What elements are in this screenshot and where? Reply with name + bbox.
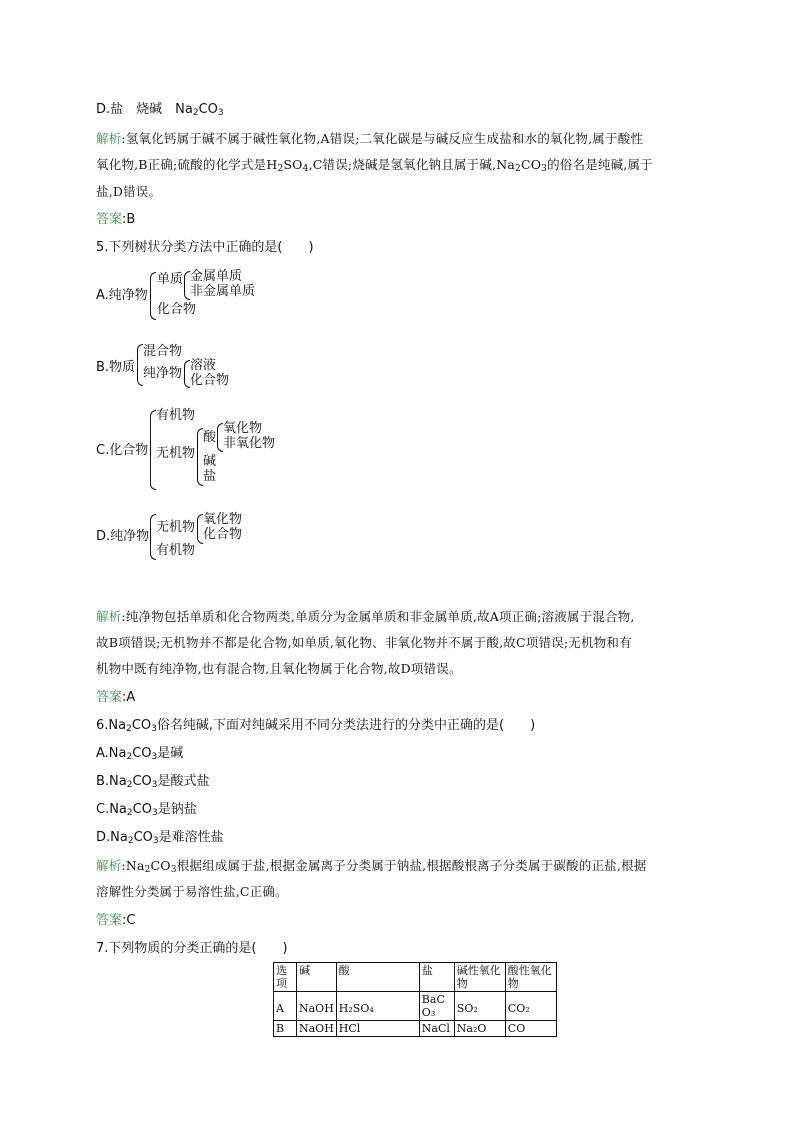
q4-answer: 答案:B xyxy=(96,212,136,227)
tree-a-brace xyxy=(150,272,156,320)
tree-d-n2: 有机物 xyxy=(156,543,196,558)
table-cell: B xyxy=(274,1021,297,1037)
explain-label: 解析 xyxy=(96,131,122,146)
header-cell: 盐 xyxy=(419,963,454,992)
q6-option-b: $B.Na_2CO_3$是酸式盐 xyxy=(96,774,210,790)
q6-answer: 答案:C xyxy=(96,913,136,928)
table-cell: NaCl xyxy=(419,1021,454,1037)
q6-option-c: $C.Na_2CO_3$是钠盐 xyxy=(96,802,197,818)
header-cell: 选项 xyxy=(274,963,297,992)
tree-c-n2b: 碱 xyxy=(203,454,217,469)
table-cell: A xyxy=(274,992,297,1021)
table-cell: NaOH xyxy=(297,1021,337,1037)
tree-d-n1a: 氧化物 xyxy=(203,512,243,527)
q4-explanation-line-1: 解析:氢氧化钙属于碱不属于碱性氧化物,A错误;二氧化碳是与碱反应生成盐和水的氧化物,属于酸性 xyxy=(96,131,644,146)
table-row xyxy=(274,1021,557,1037)
tree-c-n2a: 酸 xyxy=(203,430,217,445)
q4-option-d: D.盐 烧碱 $Na_2CO_3$ xyxy=(96,102,224,118)
q6-option-a: $A.Na_2CO_3$是碱 xyxy=(96,746,184,762)
tree-b-n2: 纯净物 xyxy=(143,366,183,381)
table-cell: Na₂O xyxy=(454,1021,505,1037)
table-cell: SO₂ xyxy=(454,992,505,1021)
q4-explanation-line-2: 氧化物,B正确;硫酸的化学式是$H_2SO_4,C$错误;烧碱是氢氧化钠且属于碱$,Na_2CO_3$的俗名是纯碱,属于 xyxy=(96,157,653,174)
classification-table xyxy=(273,962,557,1037)
tree-c-n2: 无机物 xyxy=(156,446,196,461)
tree-c-root: C.化合物 xyxy=(96,443,149,458)
table-cell: CO₂ xyxy=(505,992,556,1021)
tree-a-n1: 单质 xyxy=(157,272,184,287)
q7-question: 7.下列物质的分类正确的是( ) xyxy=(96,941,288,956)
tree-c-n2a1: 氧化物 xyxy=(223,421,263,436)
tree-c-n2a2: 非氧化物 xyxy=(223,436,276,451)
q5-explanation-line-1: 解析:纯净物包括单质和化合物两类,单质分为金属单质和非金属单质,故A项正确;溶液属于混合物, xyxy=(96,609,635,624)
tree-a-n1b: 非金属单质 xyxy=(190,284,256,299)
tree-b-root: B.物质 xyxy=(96,360,136,375)
table-cell: BaCO₃ xyxy=(419,992,454,1021)
tree-d-n1: 无机物 xyxy=(156,520,196,535)
tree-c-n1: 有机物 xyxy=(156,408,196,423)
q6-explanation-line-1: 解析$:Na_2CO_3$根据组成属于盐,根据金属离子分类属于钠盐,根据酸根离子分类属于碳酸的正盐,根据 xyxy=(96,858,647,875)
header-cell: 碱性氧化物 xyxy=(454,963,505,992)
header-cell: 酸性氧化物 xyxy=(505,963,556,992)
header-cell: 碱 xyxy=(297,963,337,992)
tree-c-n2c: 盐 xyxy=(203,469,217,484)
tree-a-n2: 化合物 xyxy=(157,302,197,317)
header-cell: 酸 xyxy=(336,963,419,992)
table-row xyxy=(274,992,557,1021)
tree-d-n1b: 化合物 xyxy=(203,527,243,542)
q5-explanation-line-3: 机物中既有纯净物,也有混合物,且氧化物属于化合物,故D项错误。 xyxy=(96,661,462,676)
table-cell: H₂SO₄ xyxy=(336,992,419,1021)
q5-explanation-line-2: 故B项错误;无机物并不都是化合物,如单质,氧化物、非氧化物并不属于酸,故C项错误;无机物和有 xyxy=(96,635,632,650)
table-cell: HCl xyxy=(336,1021,419,1037)
tree-d-root: D.纯净物 xyxy=(96,529,150,544)
table-header-row xyxy=(274,963,557,992)
q5-answer: 答案:A xyxy=(96,690,136,705)
q6-question: $6.Na_2CO_3$俗名纯碱,下面对纯碱采用不同分类法进行的分类中正确的是( ) xyxy=(96,718,536,734)
q5-question: 5.下列树状分类方法中正确的是( ) xyxy=(96,240,314,255)
q6-option-d: $D.Na_2CO_3$是难溶性盐 xyxy=(96,830,224,846)
tree-b-n2a: 溶液 xyxy=(190,358,217,373)
tree-a-n1a: 金属单质 xyxy=(190,269,243,284)
tree-b-n2b: 化合物 xyxy=(190,373,230,388)
table-cell: NaOH xyxy=(297,992,337,1021)
q4-explanation-line-3: 盐,D错误。 xyxy=(96,184,162,199)
q6-explanation-line-2: 溶解性分类属于易溶性盐,C正确。 xyxy=(96,884,288,899)
tree-b-n1: 混合物 xyxy=(143,344,183,359)
table-cell: CO xyxy=(505,1021,556,1037)
tree-a-root: A.纯净物 xyxy=(96,288,148,303)
